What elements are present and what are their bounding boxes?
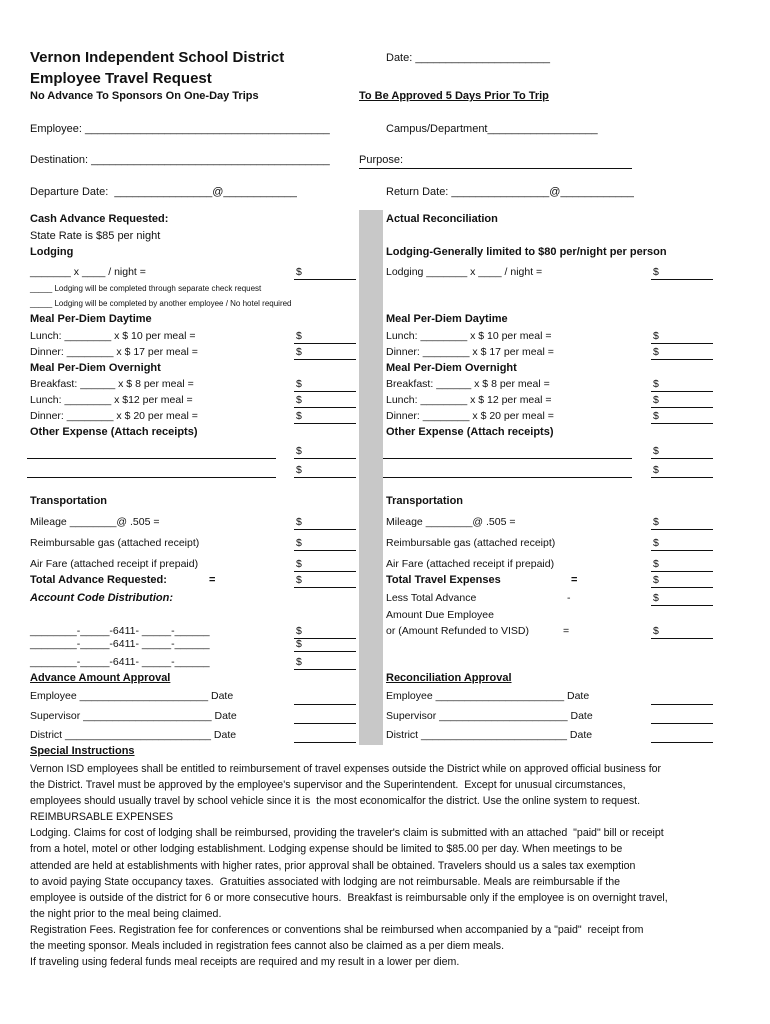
employee-field[interactable]: Employee: ________________________________________	[30, 123, 330, 135]
dollar-sign: $	[296, 410, 302, 422]
recon-lunch-daytime[interactable]: Lunch: ________ x $ 10 per meal =	[386, 330, 552, 342]
other-expense-line-1[interactable]	[27, 458, 276, 459]
dollar-sign: $	[296, 625, 302, 637]
date-line[interactable]	[294, 723, 356, 724]
dollar-sign: $	[296, 378, 302, 390]
date-line[interactable]	[294, 704, 356, 705]
other-expense-heading: Other Expense (Attach receipts)	[30, 426, 198, 438]
dollar-sign: $	[653, 410, 659, 422]
amount-line[interactable]	[651, 587, 713, 588]
departure-field[interactable]: Departure Date: ________________@____________	[30, 186, 297, 198]
amount-line[interactable]	[651, 550, 713, 551]
recon-employee-signature[interactable]: Employee ______________________ Date	[386, 690, 590, 702]
dollar-sign: $	[653, 394, 659, 406]
amount-line[interactable]	[651, 279, 713, 280]
dollar-sign: $	[296, 266, 302, 278]
recon-district-signature[interactable]: District _________________________ Date	[386, 729, 593, 741]
amount-line[interactable]	[294, 279, 356, 280]
account-code-heading: Account Code Distribution:	[30, 592, 173, 604]
instruction-line: employees should usually travel by school vehicle since it is the most economicalfor the district. Use the online system to request.	[30, 795, 641, 808]
amount-line[interactable]	[294, 423, 356, 424]
advance-district-signature[interactable]: District _________________________ Date	[30, 729, 237, 741]
instruction-line: attended are held at establishments with higher rates, prior approval shall be obtained. Travelers should us a sales tax exemption	[30, 859, 636, 872]
campus-field[interactable]: Campus/Department__________________	[386, 123, 598, 135]
amount-refunded-label: or (Amount Refunded to VISD)	[386, 625, 529, 637]
advance-supervisor-signature[interactable]: Supervisor ______________________ Date	[30, 710, 237, 722]
recon-dinner-daytime[interactable]: Dinner: ________ x $ 17 per meal =	[386, 346, 554, 358]
column-divider	[359, 210, 383, 745]
meal-overnight-heading: Meal Per-Diem Overnight	[30, 362, 161, 374]
recon-lunch-overnight[interactable]: Lunch: ________ x $ 12 per meal =	[386, 394, 552, 406]
gas-line[interactable]: Reimbursable gas (attached receipt)	[30, 537, 200, 549]
account-code-1[interactable]: ________-_____-6411- _____-______	[30, 625, 210, 637]
no-advance-note: No Advance To Sponsors On One-Day Trips	[30, 90, 259, 102]
account-code-3[interactable]: ________-_____-6411- _____-______	[30, 656, 210, 668]
dollar-sign: $	[296, 656, 302, 668]
lodging-heading: Lodging	[30, 246, 74, 258]
amount-due-label: Amount Due Employee	[386, 609, 494, 621]
lodging-note-2: _____ Lodging will be completed by another employee / No hotel required	[30, 299, 292, 308]
amount-line[interactable]	[294, 458, 356, 459]
amount-line[interactable]	[294, 571, 356, 572]
dollar-sign: $	[653, 378, 659, 390]
amount-line[interactable]	[651, 343, 713, 344]
instruction-line: Vernon ISD employees shall be entitled to reimbursement of travel expenses outside the District while on approved official business for	[30, 763, 662, 775]
instruction-line: the meeting sponsor. Meals included in registration fees cannot also be claimed as a per diem meals.	[30, 940, 505, 953]
form-title: Employee Travel Request	[30, 70, 212, 87]
amount-line[interactable]	[294, 669, 356, 670]
instruction-line: employee is outside of the district for 6 or more consecutive hours. Breakfast is reimbursable only if the employee is on overnight travel,	[30, 891, 668, 904]
amount-line[interactable]	[651, 391, 713, 392]
dollar-sign: $	[296, 445, 302, 457]
less-advance-minus: -	[567, 592, 571, 604]
special-instructions-text	[30, 761, 745, 970]
special-instructions-heading: Special Instructions	[30, 745, 135, 757]
instruction-line: Registration Fees. Registration fee for conferences or conventions shal be reimbursed when accompanied by a "paid" receipt from	[30, 923, 644, 936]
purpose-label: Purpose:	[359, 154, 404, 166]
amount-line[interactable]	[294, 391, 356, 392]
total-advance-label: Total Advance Requested:	[30, 574, 167, 586]
instruction-line: Lodging. Claims for cost of lodging shall be reimbursed, providing the traveler's claim is submitted with an attached "paid" bill or receipt	[30, 827, 664, 840]
recon-transportation-heading: Transportation	[386, 495, 464, 507]
total-advance-equals: =	[209, 574, 216, 586]
date-line[interactable]	[651, 704, 713, 705]
recon-mileage-calc[interactable]: Mileage ________@ .505 =	[386, 516, 516, 528]
district-name: Vernon Independent School District	[30, 49, 285, 66]
amount-line[interactable]	[651, 529, 713, 530]
date-line[interactable]	[294, 742, 356, 743]
recon-other-expense-heading: Other Expense (Attach receipts)	[386, 426, 554, 438]
amount-line[interactable]	[294, 651, 356, 652]
lunch-overnight[interactable]: Lunch: ________ x $12 per meal =	[30, 394, 193, 406]
instruction-line: REIMBURSABLE EXPENSES	[30, 811, 174, 824]
dollar-sign: $	[653, 574, 659, 586]
recon-other-expense-line-2[interactable]	[383, 477, 632, 478]
meal-daytime-heading: Meal Per-Diem Daytime	[30, 313, 152, 325]
date-field[interactable]: Date: ______________________	[386, 52, 550, 64]
dollar-sign: $	[296, 346, 302, 358]
amount-line[interactable]	[294, 477, 356, 478]
amount-line[interactable]	[294, 638, 356, 639]
actual-reconciliation-heading: Actual Reconciliation	[386, 213, 498, 225]
less-advance-label: Less Total Advance	[386, 592, 477, 604]
lodging-limit-heading: Lodging-Generally limited to $80 per/night per person	[386, 246, 667, 258]
dollar-sign: $	[653, 537, 659, 549]
recon-meal-overnight-heading: Meal Per-Diem Overnight	[386, 362, 517, 374]
amount-line[interactable]	[294, 550, 356, 551]
date-line[interactable]	[651, 742, 713, 743]
instruction-line: If traveling using federal funds meal receipts are required and my result in a lower per diem.	[30, 956, 460, 969]
recon-breakfast-overnight[interactable]: Breakfast: ______ x $ 8 per meal =	[386, 378, 550, 390]
dollar-sign: $	[653, 592, 659, 604]
dollar-sign: $	[653, 346, 659, 358]
return-field[interactable]: Return Date: ________________@____________	[386, 186, 634, 198]
amount-line[interactable]	[651, 638, 713, 639]
amount-line[interactable]	[651, 407, 713, 408]
state-rate: State Rate is $85 per night	[30, 230, 161, 242]
dollar-sign: $	[653, 266, 659, 278]
amount-line[interactable]	[294, 359, 356, 360]
dollar-sign: $	[653, 330, 659, 342]
advance-employee-signature[interactable]: Employee ______________________ Date	[30, 690, 234, 702]
cash-advance-heading: Cash Advance Requested:	[30, 213, 169, 225]
amount-line[interactable]	[294, 529, 356, 530]
recon-lodging-calc[interactable]: Lodging _______ x ____ / night =	[386, 266, 543, 278]
dollar-sign: $	[296, 574, 302, 586]
total-travel-label: Total Travel Expenses	[386, 574, 501, 586]
purpose-line[interactable]	[359, 168, 632, 169]
instruction-line: the night prior to the meal being claimed.	[30, 907, 222, 920]
amount-line[interactable]	[651, 458, 713, 459]
recon-airfare-line[interactable]: Air Fare (attached receipt if prepaid)	[386, 558, 555, 570]
amount-line[interactable]	[294, 407, 356, 408]
instruction-line: the District. Travel must be approved by the employee's supervisor and the Superintendent. Except for unusual circumstances,	[30, 779, 626, 792]
amount-line[interactable]	[651, 605, 713, 606]
recon-meal-daytime-heading: Meal Per-Diem Daytime	[386, 313, 508, 325]
instruction-line: to avoid paying State occupancy taxes. Gratuities associated with lodging are not reimbursable. Meals are reimbursable if the	[30, 875, 621, 888]
advance-approval-heading: Advance Amount Approval	[30, 672, 171, 684]
recon-dinner-overnight[interactable]: Dinner: ________ x $ 20 per meal =	[386, 410, 554, 422]
lodging-calc[interactable]: _______ x ____ / night =	[30, 266, 146, 278]
recon-gas-line[interactable]: Reimbursable gas (attached receipt)	[386, 537, 556, 549]
airfare-line[interactable]: Air Fare (attached receipt if prepaid)	[30, 558, 199, 570]
dinner-daytime[interactable]: Dinner: ________ x $ 17 per meal =	[30, 346, 198, 358]
dollar-sign: $	[296, 464, 302, 476]
total-travel-equals: =	[571, 574, 578, 586]
recon-other-expense-line-1[interactable]	[383, 458, 632, 459]
dollar-sign: $	[296, 516, 302, 528]
dollar-sign: $	[653, 625, 659, 637]
dollar-sign: $	[653, 445, 659, 457]
amount-line[interactable]	[294, 587, 356, 588]
dollar-sign: $	[296, 330, 302, 342]
amount-line[interactable]	[651, 423, 713, 424]
dollar-sign: $	[296, 394, 302, 406]
amount-line[interactable]	[651, 359, 713, 360]
date-line[interactable]	[651, 723, 713, 724]
dollar-sign: $	[653, 516, 659, 528]
instruction-line: from a hotel, motel or other lodging establishment. Lodging expense should be limited to $85.00 per day. When meetings to be	[30, 843, 623, 856]
lodging-note-1: _____ Lodging will be completed through separate check request	[30, 284, 262, 293]
amount-due-equals: =	[563, 625, 570, 637]
dinner-overnight[interactable]: Dinner: ________ x $ 20 per meal =	[30, 410, 198, 422]
destination-field[interactable]: Destination: _______________________________________	[30, 154, 330, 166]
amount-line[interactable]	[651, 477, 713, 478]
transportation-heading: Transportation	[30, 495, 108, 507]
other-expense-line-2[interactable]	[27, 477, 276, 478]
dollar-sign: $	[653, 558, 659, 570]
mileage-calc[interactable]: Mileage ________@ .505 =	[30, 516, 160, 528]
dollar-sign: $	[653, 464, 659, 476]
amount-line[interactable]	[294, 343, 356, 344]
dollar-sign: $	[296, 638, 302, 650]
recon-supervisor-signature[interactable]: Supervisor ______________________ Date	[386, 710, 593, 722]
account-code-2[interactable]: ________-_____-6411- _____-______	[30, 638, 210, 650]
lunch-daytime[interactable]: Lunch: ________ x $ 10 per meal =	[30, 330, 196, 342]
approval-deadline: To Be Approved 5 Days Prior To Trip	[359, 90, 549, 102]
dollar-sign: $	[296, 558, 302, 570]
dollar-sign: $	[296, 537, 302, 549]
recon-approval-heading: Reconciliation Approval	[386, 672, 512, 684]
breakfast-overnight[interactable]: Breakfast: ______ x $ 8 per meal =	[30, 378, 194, 390]
amount-line[interactable]	[651, 571, 713, 572]
